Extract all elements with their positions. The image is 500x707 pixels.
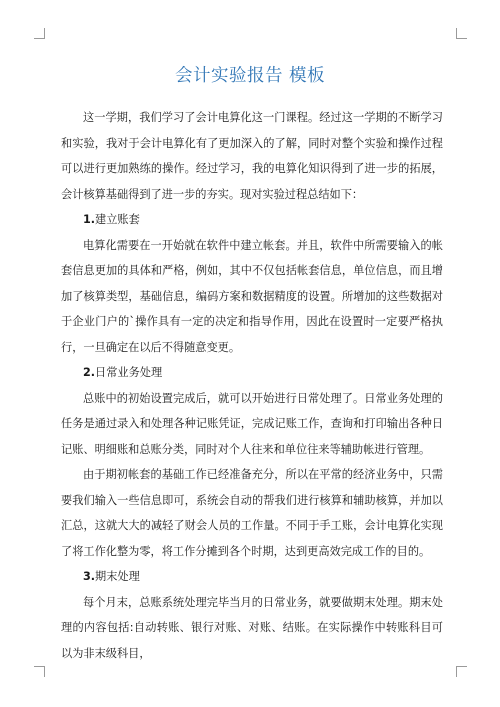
section-title: 期末处理 [95,570,140,583]
section-heading-daily [61,360,443,386]
crop-mark-bottom-left [34,666,45,677]
document-title: 会计实验报告 模板 [174,66,326,86]
section-number: 3. [83,570,96,583]
section-title: 日常业务处理 [95,366,163,379]
section-paragraph: 电算化需要在一开始就在软件中建立帐套。并且，软件中所需要输入的帐套信息更加的具体和严格，例如，其中不仅包括帐套信息，单位信息，而且增加了核算类型，基础信息，编码方案和数据精度的设置。所增加的这些数据对于企业门户的`操作具有一定的决定和指导作用，因此在设置时一定要严格执行，一旦确定在以后不得随意变更。 [61,238,443,354]
section-number: 2. [83,366,96,379]
section-number: 1. [83,213,96,226]
section-heading-setup [61,207,443,233]
section-paragraph: 总账中的初始设置完成后，就可以开始进行日常处理了。日常业务处理的任务是通过录入和处理各种记账凭证，完成记账工作，查询和打印输出各种日记账、明细账和总账分类，同时对个人往来和单位往来等辅助帐进行管理。 [61,391,443,456]
section-heading-period-end [61,564,443,590]
section-title: 建立账套 [95,213,140,226]
crop-mark-bottom-right [456,666,467,677]
document-body [61,105,443,666]
crop-mark-top-right [456,28,467,39]
section-paragraph: 由于期初帐套的基础工作已经准备充分，所以在平常的经济业务中，只需要我们输入一些信息即可，系统会自动的帮我们进行核算和辅助核算，并加以汇总，这就大大的减轻了财会人员的工作量。不同于手工账，会计电算化实现了将工作化整为零，将工作分摊到各个时期，达到更高效完成工作的目的。 [61,468,443,558]
intro-paragraph: 这一学期，我们学习了会计电算化这一门课程。经过这一学期的不断学习和实验，我对于会计电算化有了更加深入的了解，同时对整个实验和操作过程可以进行更加熟练的操作。经过学习，我的电算化知识得到了进一步的拓展，会计核算基础得到了进一步的夯实。现对实验过程总结如下： [61,111,443,201]
crop-mark-top-left [34,28,45,39]
section-paragraph: 每个月末，总账系统处理完毕当月的日常业务，就要做期末处理。期末处理的内容包括:自动转账、银行对账、对账、结账。在实际操作中转账科目可以为非末级科目， [61,595,443,660]
